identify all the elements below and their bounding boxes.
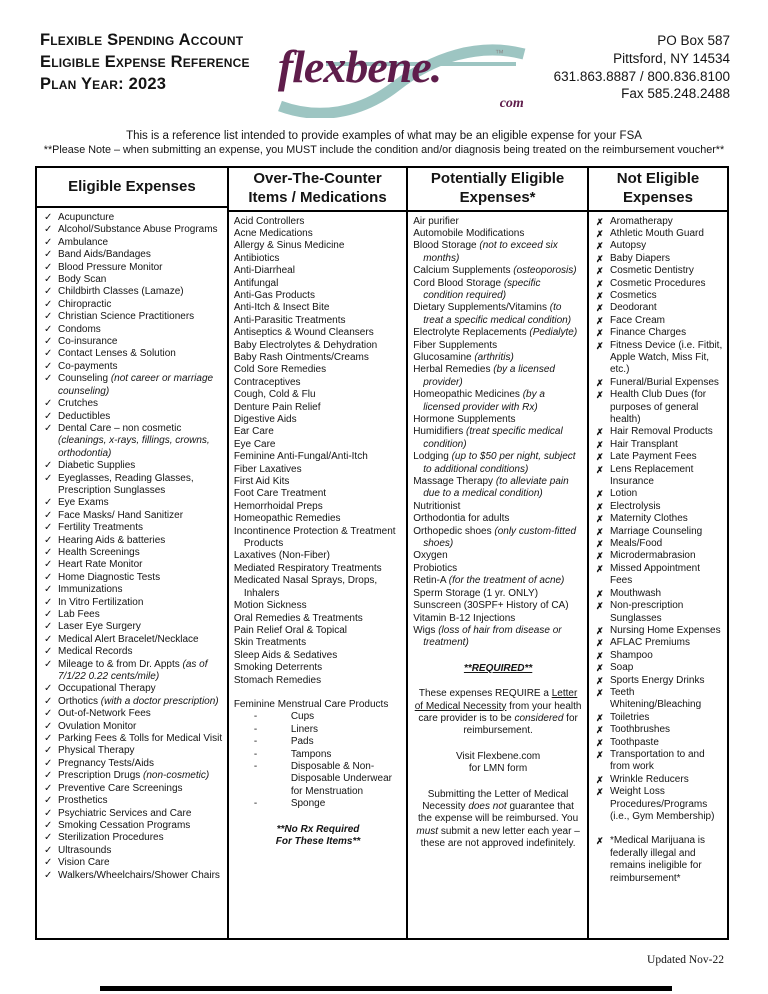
list-item: ✗ Electrolysis: [595, 500, 661, 512]
list-item: ✗ Late Payment Fees: [595, 451, 697, 463]
list-item: Pain Relief Oral & Topical: [233, 624, 348, 636]
x-icon: ✗: [595, 377, 604, 388]
list-item: ✓ Heart Rate Monitor: [44, 559, 143, 571]
x-icon: ✗: [595, 278, 604, 289]
x-icon: ✗: [595, 650, 604, 661]
list-item: ✗ Toothpaste: [595, 736, 659, 748]
check-icon: ✓: [44, 336, 53, 348]
column-body: [408, 212, 587, 939]
list-item: ✓ Band Aids/Bandages: [44, 249, 151, 261]
x-icon: ✗: [595, 315, 604, 326]
list-item: Fiber Supplements: [413, 339, 498, 351]
title-line-1: Flexible Spending Account: [40, 31, 244, 49]
spacer: [234, 811, 402, 823]
list-item: ✓ Counseling (not career or marriage counseling): [44, 373, 214, 397]
list-item: Homeopathic Remedies: [233, 513, 341, 525]
sub-list-item: - Disposable & Non-Disposable Underwear for Menstruation: [253, 760, 392, 797]
check-icon: ✓: [44, 398, 53, 410]
logo-com-suffix: com: [499, 96, 524, 111]
list-item: ✓ Immunizations: [44, 584, 123, 596]
check-icon: ✓: [44, 708, 53, 720]
list-item: Cough, Cold & Flu: [233, 389, 316, 401]
list-item: Herbal Remedies (by a licensed provider): [413, 364, 555, 388]
check-icon: ✓: [44, 683, 53, 695]
list-item: ✗ Maternity Clothes: [595, 513, 688, 525]
sub-list-item: - Pads: [253, 736, 314, 748]
logo-wordmark: flexbene.: [277, 41, 442, 92]
list-item: ✗ Transportation to and from work: [595, 748, 705, 773]
intro-line-1: This is a reference list intended to provide examples of what may be an eligible expense for your FSA: [126, 130, 642, 142]
list-item: Skin Treatments: [233, 637, 307, 649]
list-item: ✓ Dental Care – non cosmetic (cleanings, x-rays, fillings, crowns, orthodontia): [44, 422, 210, 459]
x-icon: ✗: [595, 663, 604, 674]
list-item: Homeopathic Medicines (by a licensed provider with Rx): [413, 389, 545, 413]
check-icon: ✓: [44, 497, 53, 509]
x-icon: ✗: [595, 551, 604, 562]
check-icon: ✓: [44, 522, 53, 534]
check-icon: ✓: [44, 422, 53, 434]
list-item: ✗ Microdermabrasion: [595, 550, 696, 562]
list-item: ✗ Finance Charges: [595, 327, 687, 339]
list-item: ✓ Pregnancy Tests/Aids: [44, 757, 154, 769]
list-item: ✗ Cosmetic Procedures: [595, 277, 706, 289]
check-icon: ✓: [44, 348, 53, 360]
list-item: Wigs (loss of hair from disease or treatment): [413, 624, 562, 649]
check-icon: ✓: [44, 323, 53, 335]
list-item: Antibiotics: [233, 252, 280, 264]
list-item: ✓ Ultrasounds: [44, 844, 112, 856]
check-icon: ✓: [44, 249, 53, 261]
list-item: Digestive Aids: [233, 414, 297, 425]
list-item: ✗ Hair Transplant: [595, 438, 678, 450]
trademark-symbol: ™: [494, 48, 504, 58]
note-block: **REQUIRED**: [463, 662, 533, 674]
list-item: ✗ Weight Loss Procedures/Programs (i.e., Gym Membership): [595, 786, 715, 822]
list-item: ✓ Co-insurance: [44, 336, 118, 348]
list-item: Contraceptives: [233, 376, 301, 388]
dash-icon: -: [253, 723, 258, 735]
x-icon: ✗: [595, 774, 604, 785]
title-line-3: Plan Year: 2023: [40, 74, 167, 93]
x-icon: ✗: [595, 638, 604, 649]
note-block: Visit Flexbene.com for LMN form: [455, 750, 541, 775]
note-paragraph: These expenses REQUIRE a Letter of Medical Necessity from your health care provider is to be considered for reimbursement.: [414, 688, 582, 737]
check-icon: ✓: [44, 286, 53, 298]
list-item: ✗ Nursing Home Expenses: [595, 624, 721, 636]
list-item: Baby Electrolytes & Dehydration: [233, 339, 378, 351]
list-item: Eye Care: [233, 438, 276, 450]
column-body: [229, 212, 406, 939]
column-title: Potentially Eligible Expenses*: [408, 168, 587, 212]
x-icon: ✗: [595, 266, 604, 277]
x-icon: ✗: [595, 501, 604, 512]
list-item: ✗ Cosmetic Dentistry: [595, 265, 694, 277]
list-item: ✗ Deodorant: [595, 302, 657, 314]
sub-list-item: - Liners: [253, 723, 319, 735]
spacer: [413, 777, 583, 789]
check-icon: ✓: [44, 733, 53, 745]
check-icon: ✓: [44, 621, 53, 633]
list-item: ✗ Soap: [595, 662, 634, 674]
list-item: Anti-Parasitic Treatments: [233, 314, 346, 326]
list-item: Calcium Supplements (osteoporosis): [413, 265, 577, 277]
x-icon: ✗: [595, 228, 604, 239]
list-item: Blood Storage (not to exceed six months): [413, 240, 558, 264]
list-item: ✓ Out-of-Network Fees: [44, 708, 151, 720]
check-icon: ✓: [44, 646, 53, 658]
dash-icon: -: [253, 748, 258, 760]
list-item: ✗ Toothbrushes: [595, 724, 671, 736]
x-icon: ✗: [595, 625, 604, 636]
list-item: Stomach Remedies: [233, 674, 322, 686]
list-item: Hormone Supplements: [413, 414, 516, 425]
check-icon: ✓: [44, 261, 53, 273]
list-item: Antifungal: [233, 277, 279, 289]
list-item: ✓ Occupational Therapy: [44, 683, 156, 695]
check-icon: ✓: [44, 360, 53, 372]
list-item: ✓ Smoking Cessation Programs: [44, 819, 191, 831]
check-icon: ✓: [44, 236, 53, 248]
list-item: ✓ Hearing Aids & batteries: [44, 534, 166, 546]
list-item: ✓ Crutches: [44, 398, 99, 410]
check-icon: ✓: [44, 410, 53, 422]
list-item: Baby Rash Ointments/Creams: [233, 351, 369, 363]
list-item: Oxygen: [413, 550, 448, 562]
list-item: Feminine Menstrual Care Products: [233, 698, 389, 710]
title-line-2: Eligible Expense Reference: [40, 52, 250, 71]
list-item: ✓ Mileage to & from Dr. Appts (as of 7/1/22 0.22 cents/mile): [44, 658, 208, 683]
x-icon: ✗: [595, 514, 604, 525]
list-item: ✓ Body Scan: [44, 274, 107, 286]
list-item: ✗ Health Club Dues (for purposes of general health): [595, 389, 707, 425]
list-item: Air purifier: [413, 215, 459, 227]
list-item: ✓ Eye Exams: [44, 497, 109, 509]
sub-list-item: - Sponge: [253, 798, 326, 810]
spacer: [413, 676, 583, 688]
x-icon: ✗: [595, 725, 604, 736]
list-item: ✗ Autopsy: [595, 240, 647, 252]
list-item: ✓ Ovulation Monitor: [44, 720, 137, 732]
po-box: PO Box 587: [657, 33, 730, 48]
list-item: ✓ Co-payments: [44, 360, 118, 372]
list-item: Incontinence Protection & Treatment Products: [233, 525, 396, 550]
list-item: ✓ Psychiatric Services and Care: [44, 807, 192, 819]
note-paragraph: Submitting the Letter of Medical Necessity does not guarantee that the expense will be reimbursed. You must submit a new letter each year – these are not approved indefinitely.: [416, 788, 580, 850]
x-icon: ✗: [595, 328, 604, 339]
list-item: ✓ Blood Pressure Monitor: [44, 261, 163, 273]
list-item: ✓ Diabetic Supplies: [44, 460, 136, 472]
column-body: [589, 212, 727, 939]
x-icon: ✗: [595, 675, 604, 686]
check-icon: ✓: [44, 857, 53, 869]
list-item: ✗ AFLAC Premiums: [595, 637, 690, 649]
list-item: ✓ Face Masks/ Hand Sanitizer: [44, 509, 184, 521]
column-title: Not Eligible Expenses: [589, 168, 727, 212]
list-item: Feminine Anti-Fungal/Anti-Itch: [233, 451, 368, 463]
check-icon: ✓: [44, 869, 53, 881]
column-body: [37, 208, 227, 938]
x-icon: ✗: [595, 563, 604, 574]
list-item: ✓ Lab Fees: [44, 609, 100, 620]
sub-list-item: - Cups: [253, 711, 315, 723]
document-title: [40, 30, 274, 95]
list-item: ✗ Marriage Counseling: [595, 525, 703, 537]
list-item: ✗ Fitness Device (i.e. Fitbit, Apple Watch, Miss Fit, etc.): [595, 339, 723, 376]
check-icon: ✓: [44, 559, 53, 571]
list-item: ✗ Missed Appointment Fees: [595, 562, 701, 587]
check-icon: ✓: [44, 658, 53, 670]
check-icon: ✓: [44, 633, 53, 645]
list-item: Sperm Storage (1 yr. ONLY): [413, 587, 539, 599]
x-icon: ✗: [595, 303, 604, 314]
list-item: ✓ Prescription Drugs (non-cosmetic): [44, 770, 210, 782]
phone-numbers: 631.863.8887 / 800.836.8100: [553, 68, 730, 84]
fax-number: Fax 585.248.2488: [621, 86, 730, 102]
list-item: ✓ Condoms: [44, 323, 101, 335]
list-item: ✓ Acupuncture: [44, 212, 115, 223]
check-icon: ✓: [44, 757, 53, 769]
check-icon: ✓: [44, 212, 53, 223]
list-item: ✓ Orthotics (with a doctor prescription): [44, 695, 219, 707]
city-state-zip: Pittsford, NY 14534: [613, 50, 730, 66]
list-item: ✓ Ambulance: [44, 236, 109, 248]
list-item: ✗ Hair Removal Products: [595, 426, 713, 438]
list-item: Denture Pain Relief: [233, 401, 321, 413]
x-icon: ✗: [595, 216, 604, 227]
list-item: ✗ Wrinkle Reducers: [595, 773, 689, 785]
list-item: Automobile Modifications: [413, 227, 525, 239]
x-icon: ✗: [595, 452, 604, 463]
x-icon: ✗: [595, 836, 604, 847]
list-item: ✓ Prosthetics: [44, 795, 108, 807]
x-icon: ✗: [595, 439, 604, 450]
x-icon: ✗: [595, 601, 604, 612]
list-item: Anti-Itch & Insect Bite: [233, 302, 330, 314]
list-item: ✓ Physical Therapy: [44, 745, 135, 757]
list-item: ✗ Sports Energy Drinks: [595, 674, 705, 686]
list-item: ✗ Mouthwash: [595, 587, 662, 599]
list-item: ✓ Childbirth Classes (Lamaze): [44, 286, 184, 298]
check-icon: ✓: [44, 819, 53, 831]
list-item: ✓ Preventive Care Screenings: [44, 782, 183, 794]
x-icon: ✗: [595, 749, 604, 760]
check-icon: ✓: [44, 782, 53, 794]
list-item: Acid Controllers: [233, 215, 305, 227]
check-icon: ✓: [44, 311, 53, 323]
list-item: Orthodontia for adults: [413, 513, 510, 525]
list-item: ✓ Deductibles: [44, 410, 111, 422]
list-item: Anti-Diarrheal: [233, 265, 295, 277]
list-item: Motion Sickness: [233, 600, 307, 612]
check-icon: ✓: [44, 298, 53, 310]
contact-block: [532, 30, 730, 103]
x-icon: ✗: [595, 737, 604, 748]
list-item: ✗ *Medical Marijuana is federally illegal and remains ineligible for reimbursement*: [595, 835, 706, 884]
list-item: ✓ Christian Science Practitioners: [44, 311, 195, 323]
expense-reference-table: [35, 166, 729, 940]
spacer: [413, 650, 583, 662]
list-item: ✗ Face Cream: [595, 314, 665, 326]
list-item: ✓ Eyeglasses, Reading Glasses, Prescription Sunglasses: [44, 472, 194, 496]
check-icon: ✓: [44, 770, 53, 782]
column-eligible-expenses: [37, 168, 229, 938]
list-item: ✗ Lotion: [595, 488, 638, 500]
check-icon: ✓: [44, 472, 53, 484]
list-item: Cord Blood Storage (specific condition required): [413, 277, 541, 301]
intro-note: [0, 130, 768, 156]
intro-line-2: **Please Note – when submitting an expense, you MUST include the condition and/or diagnosis being treated on the reimbursement voucher**: [43, 144, 725, 156]
list-item: ✗ Athletic Mouth Guard: [595, 227, 704, 239]
list-item: Ear Care: [233, 426, 274, 438]
list-item: ✓ Vision Care: [44, 857, 110, 869]
list-item: ✓ Sterilization Procedures: [44, 832, 164, 844]
check-icon: ✓: [44, 509, 53, 521]
check-icon: ✓: [44, 460, 53, 472]
list-item: Laxatives (Non-Fiber): [233, 550, 330, 562]
list-item: Retin-A (for the treatment of acne): [413, 575, 565, 587]
list-item: ✓ Fertility Treatments: [44, 522, 144, 534]
list-item: ✓ Medical Alert Bracelet/Necklace: [44, 633, 199, 645]
x-icon: ✗: [595, 489, 604, 500]
list-item: ✓ Parking Fees & Tolls for Medical Visit: [44, 733, 223, 745]
list-item: Acne Medications: [233, 227, 313, 239]
list-item: Nutritionist: [413, 500, 461, 512]
list-item: Allergy & Sinus Medicine: [233, 240, 345, 252]
x-icon: ✗: [595, 588, 604, 599]
column-potentially-eligible: [408, 168, 589, 938]
spacer: [594, 823, 723, 835]
page-bottom-rule: [100, 986, 672, 991]
list-item: Antiseptics & Wound Cleansers: [233, 327, 374, 339]
list-item: ✗ Teeth Whitening/Bleaching: [595, 686, 702, 711]
check-icon: ✓: [44, 571, 53, 583]
x-icon: ✗: [595, 687, 604, 698]
x-icon: ✗: [595, 539, 604, 550]
x-icon: ✗: [595, 340, 604, 351]
updated-date: Updated Nov-22: [647, 954, 724, 966]
list-item: ✗ Meals/Food: [595, 538, 663, 550]
list-item: ✗ Aromatherapy: [595, 215, 673, 227]
logo-area: [274, 30, 532, 118]
x-icon: ✗: [595, 241, 604, 252]
dash-icon: -: [253, 711, 258, 723]
list-item: Vitamin B-12 Injections: [413, 612, 516, 624]
list-item: ✗ Non-prescription Sunglasses: [595, 600, 684, 624]
spacer: [234, 687, 402, 699]
document-header: [0, 0, 768, 118]
list-item: ✗ Baby Diapers: [595, 252, 670, 264]
list-item: Sleep Aids & Sedatives: [233, 649, 338, 661]
dash-icon: -: [253, 760, 258, 772]
list-item: Massage Therapy (to alleviate pain due to a medical condition): [413, 476, 569, 500]
x-icon: ✗: [595, 464, 604, 475]
column-title: Eligible Expenses: [37, 168, 227, 208]
list-item: ✓ Contact Lenses & Solution: [44, 348, 176, 360]
x-icon: ✗: [595, 427, 604, 438]
check-icon: ✓: [44, 720, 53, 732]
check-icon: ✓: [44, 274, 53, 286]
column-title: Over-The-Counter Items / Medications: [229, 168, 406, 212]
list-item: Probiotics: [413, 562, 458, 574]
note-block: **No Rx Required For These Items**: [275, 823, 361, 847]
list-item: Medicated Nasal Sprays, Drops, Inhalers: [233, 575, 378, 599]
list-item: ✓ Walkers/Wheelchairs/Shower Chairs: [44, 869, 220, 881]
list-item: ✓ Alcohol/Substance Abuse Programs: [44, 224, 218, 236]
check-icon: ✓: [44, 795, 53, 807]
check-icon: ✓: [44, 745, 53, 757]
list-item: ✓ Chiropractic: [44, 298, 112, 310]
dash-icon: -: [253, 798, 258, 810]
list-item: ✗ Funeral/Burial Expenses: [595, 376, 719, 388]
check-icon: ✓: [44, 832, 53, 844]
list-item: Hemorrhoidal Preps: [233, 500, 323, 512]
x-icon: ✗: [595, 526, 604, 537]
check-icon: ✓: [44, 844, 53, 856]
x-icon: ✗: [595, 787, 604, 798]
list-item: Electrolyte Replacements (Pedialyte): [413, 327, 578, 339]
spacer: [413, 738, 583, 750]
list-item: ✗ Shampoo: [595, 649, 653, 661]
list-item: ✗ Lens Replacement Insurance: [595, 463, 694, 488]
list-item: ✓ Home Diagnostic Tests: [44, 571, 161, 583]
x-icon: ✗: [595, 253, 604, 264]
x-icon: ✗: [595, 712, 604, 723]
list-item: ✓ Medical Records: [44, 646, 133, 658]
check-icon: ✓: [44, 609, 53, 620]
list-item: Anti-Gas Products: [233, 289, 315, 301]
check-icon: ✓: [44, 807, 53, 819]
check-icon: ✓: [44, 596, 53, 608]
column-otc-items-medications: [229, 168, 408, 938]
list-item: Oral Remedies & Treatments: [233, 612, 363, 624]
check-icon: ✓: [44, 546, 53, 558]
list-item: Foot Care Treatment: [233, 488, 327, 500]
list-item: Humidifiers (treat specific medical condition): [413, 426, 563, 450]
list-item: Sunscreen (30SPF+ History of CA): [413, 600, 569, 612]
check-icon: ✓: [44, 224, 53, 236]
check-icon: ✓: [44, 534, 53, 546]
x-icon: ✗: [595, 390, 604, 401]
list-item: First Aid Kits: [233, 476, 290, 488]
check-icon: ✓: [44, 584, 53, 596]
list-item: Glucosamine (arthritis): [413, 351, 514, 363]
list-item: ✓ Health Screenings: [44, 546, 140, 558]
list-item: Lodging (up to $50 per night, subject to additional conditions): [413, 451, 576, 475]
sub-list-item: - Tampons: [253, 748, 332, 760]
column-not-eligible: [589, 168, 727, 938]
list-item: Fiber Laxatives: [233, 463, 302, 475]
list-item: ✓ In Vitro Fertilization: [44, 596, 144, 608]
list-item: ✗ Toiletries: [595, 711, 650, 723]
list-item: Orthopedic shoes (only custom-fitted shoes): [413, 525, 577, 550]
list-item: Cold Sore Remedies: [233, 364, 327, 376]
list-item: Smoking Deterrents: [233, 662, 323, 674]
check-icon: ✓: [44, 373, 53, 385]
list-item: ✗ Cosmetics: [595, 289, 657, 301]
check-icon: ✓: [44, 695, 53, 707]
list-item: Mediated Respiratory Treatments: [233, 562, 382, 574]
list-item: Dietary Supplements/Vitamins (to treat a specific medical condition): [413, 302, 572, 326]
list-item: ✓ Laser Eye Surgery: [44, 621, 141, 633]
x-icon: ✗: [595, 290, 604, 301]
dash-icon: -: [253, 736, 258, 748]
flexbene-logo: [274, 26, 532, 118]
